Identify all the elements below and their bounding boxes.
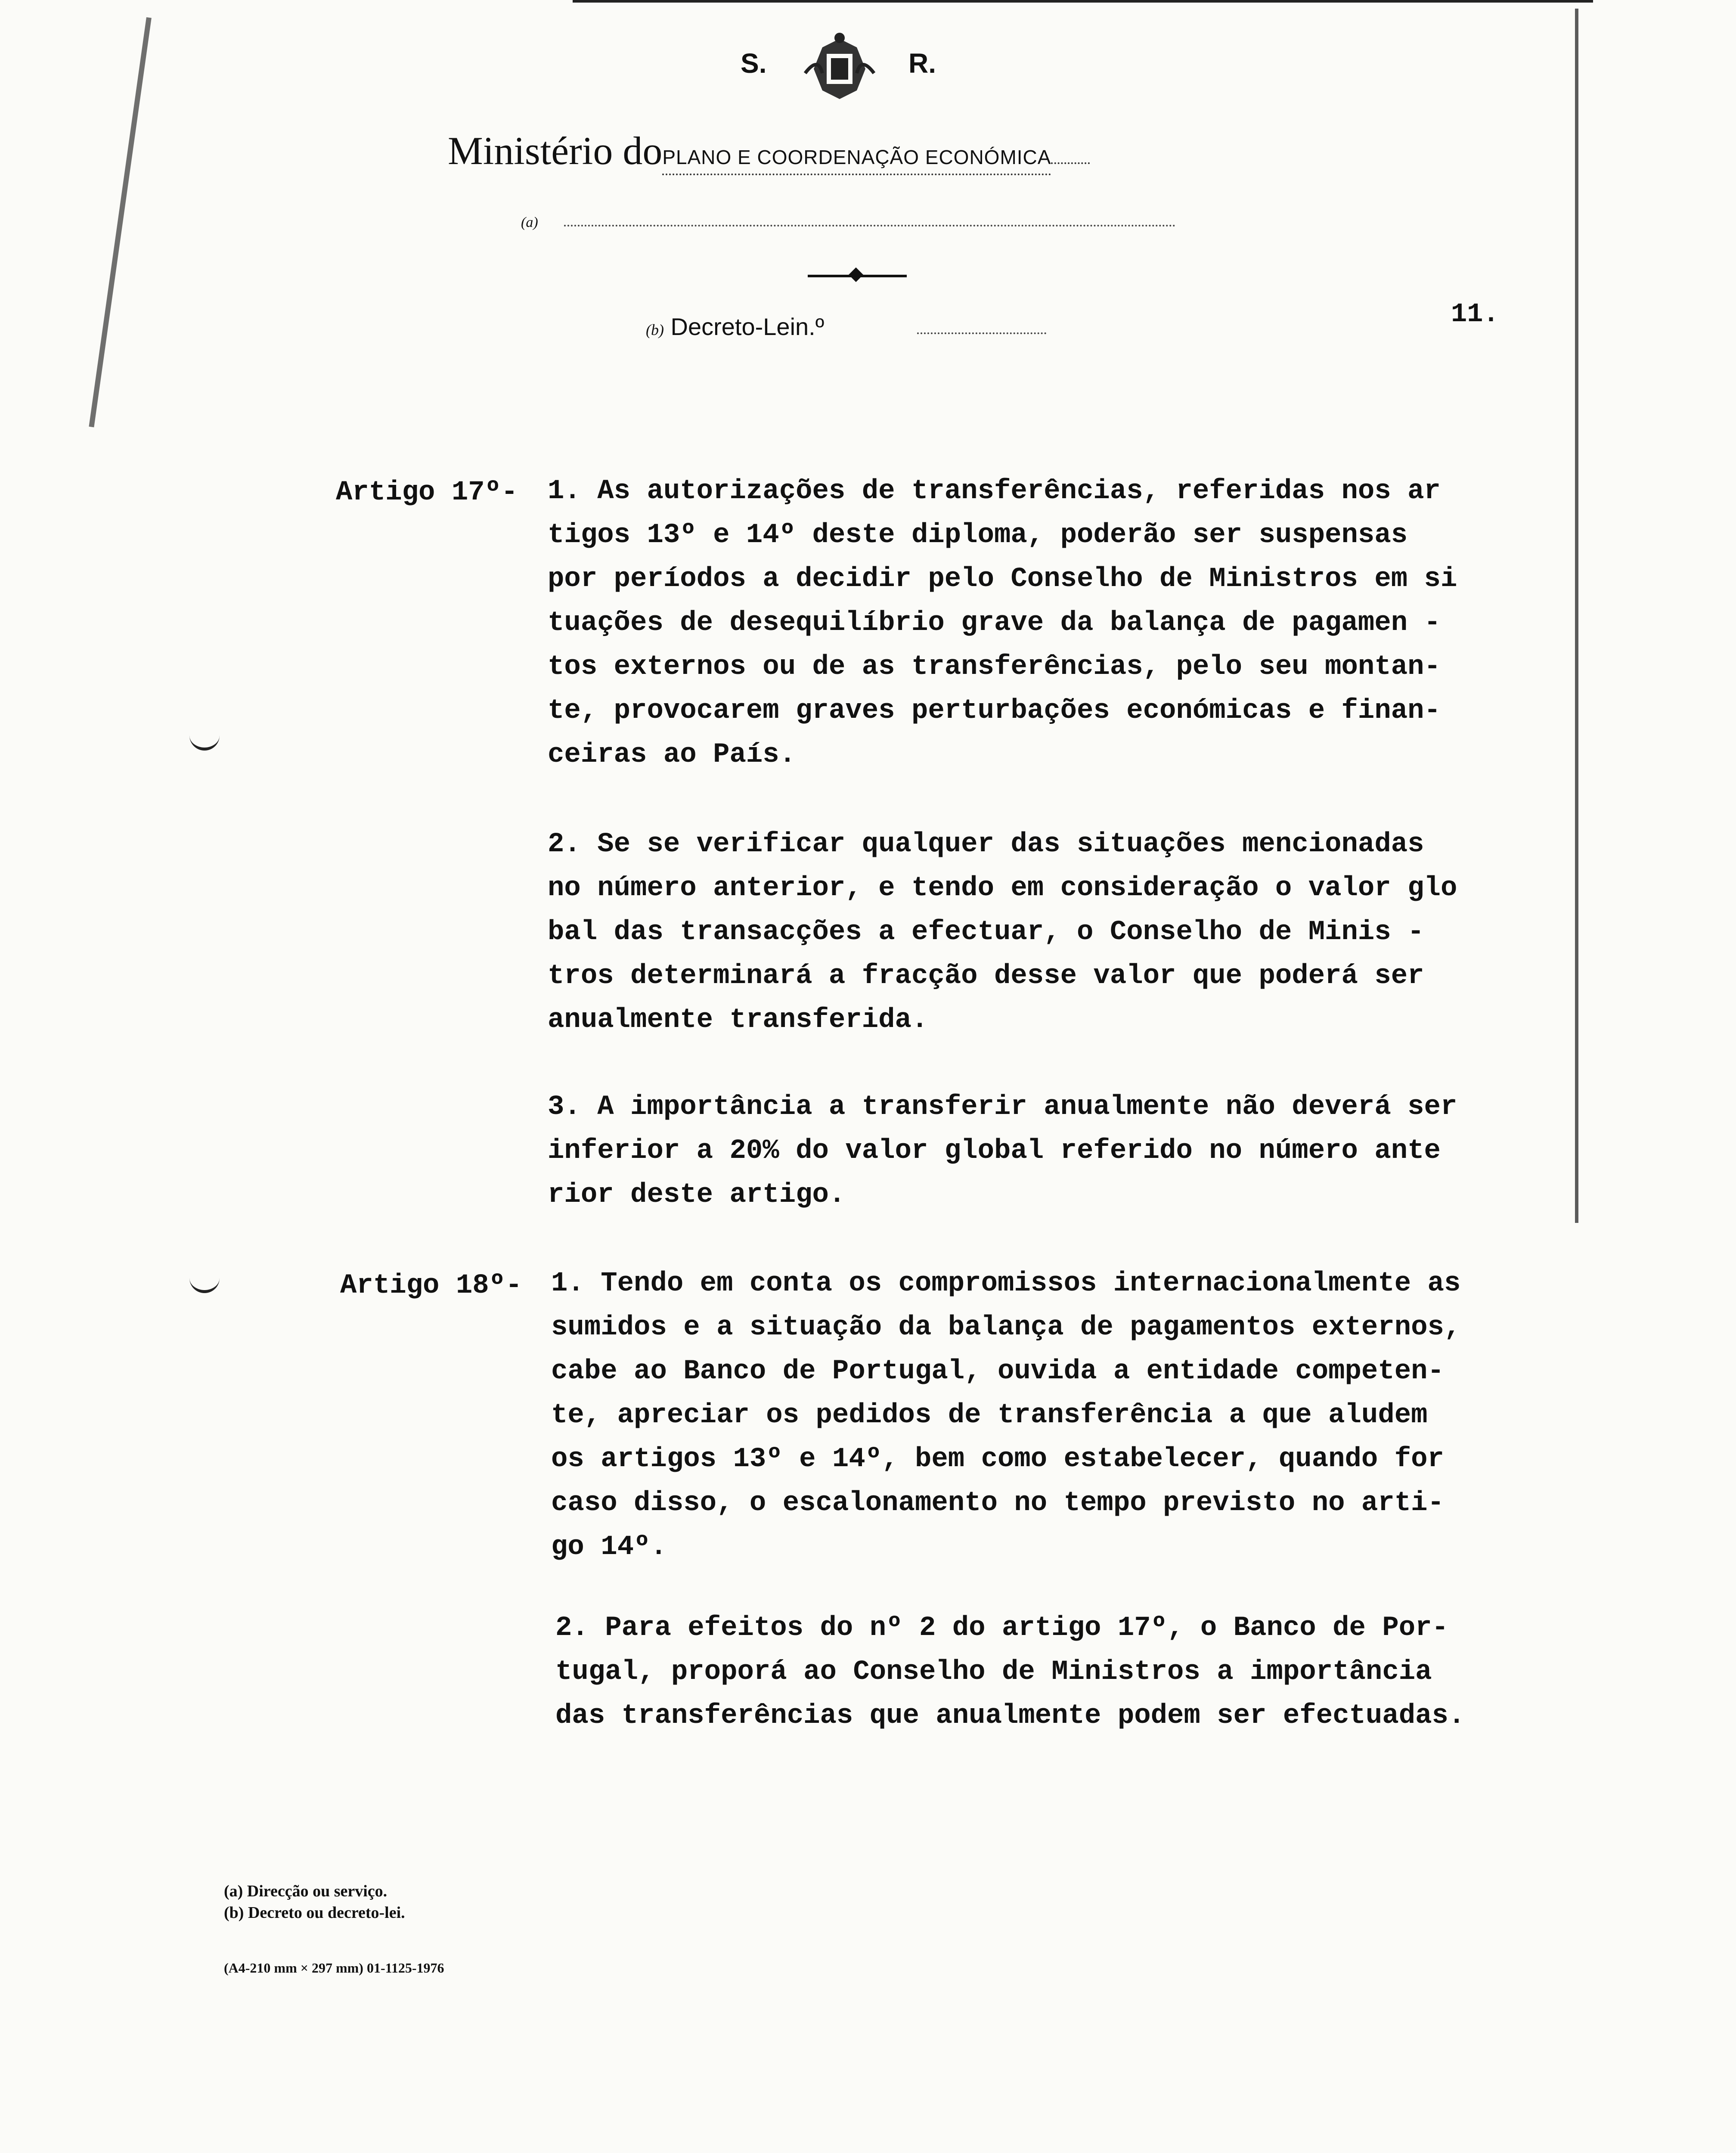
- article-18-label: Artigo 18º-: [340, 1270, 522, 1301]
- margin-mark: [189, 1275, 220, 1293]
- page-number: 11.: [1451, 299, 1499, 329]
- form-code: (A4-210 mm × 297 mm) 01-1125-1976: [224, 1960, 444, 1976]
- note-a-marker: (a): [521, 214, 538, 230]
- scan-top-rule: [573, 0, 1593, 3]
- note-b-marker: (b): [646, 321, 664, 338]
- decree-label: Decreto-Lein.º: [670, 313, 825, 340]
- margin-mark: [189, 732, 220, 751]
- article-17-para-3: 3. A importância a transferir anualmente não deverá ser inferior a 20% do valor global referido no número ante rior deste artigo.: [548, 1092, 1457, 1210]
- decree-number-line: [917, 332, 1046, 334]
- coat-of-arms-icon: [797, 30, 883, 103]
- divider-diamond: [849, 267, 863, 282]
- article-18-para-2: 2. Para efeitos do nº 2 do artigo 17º, o Banco de Por- tugal, proporá ao Conselho de Ministros a importância das transferências que anualmente podem ser efectuadas.: [555, 1613, 1465, 1731]
- decree-line: [646, 313, 824, 341]
- header-r: R.: [908, 48, 936, 79]
- service-line: [564, 225, 1175, 226]
- footnote-b: (b) Decreto ou decreto-lei.: [224, 1904, 405, 1922]
- article-17-para-2: 2. Se se verificar qualquer das situações mencionadas no número anterior, e tendo em consideração o valor glo bal das transacções a efectuar, o Conselho de Minis - tros determinará a fracção desse valor que poderá ser anualmente transferida.: [548, 829, 1457, 1036]
- ministry-title: [448, 127, 1090, 175]
- ministry-lead: Ministério do: [448, 129, 663, 173]
- footnote-a: (a) Direcção ou serviço.: [224, 1882, 388, 1900]
- article-17-para-1: 1. As autorizações de transferências, referidas nos ar tigos 13º e 14º deste diploma, poderão ser suspensas por períodos a decidir pelo Conselho de Ministros em si tuações de desequilíbrio grave da balança de pagamen - tos externos ou de as transferências, pelo seu montan- te, provocarem graves perturbações económicas e finan- ceiras ao País.: [548, 476, 1457, 770]
- scan-right-edge: [1575, 9, 1578, 1223]
- scan-left-streak: [89, 17, 151, 427]
- article-17-label: Artigo 17º-: [336, 477, 518, 508]
- header-s: S.: [741, 48, 767, 79]
- article-18-para-1: 1. Tendo em conta os compromissos internacionalmente as sumidos e a situação da balança de pagamentos externos, cabe ao Banco de Portugal, ouvida a entidade competen- te, apreciar os pedidos de transferência a que aludem os artigos 13º e 14º, bem como estabelecer, quando for caso disso, o escalonamento no tempo previsto no arti- go 14º.: [551, 1268, 1461, 1563]
- ministry-name: PLANO E COORDENAÇÃO ECONÓMICA: [662, 146, 1051, 168]
